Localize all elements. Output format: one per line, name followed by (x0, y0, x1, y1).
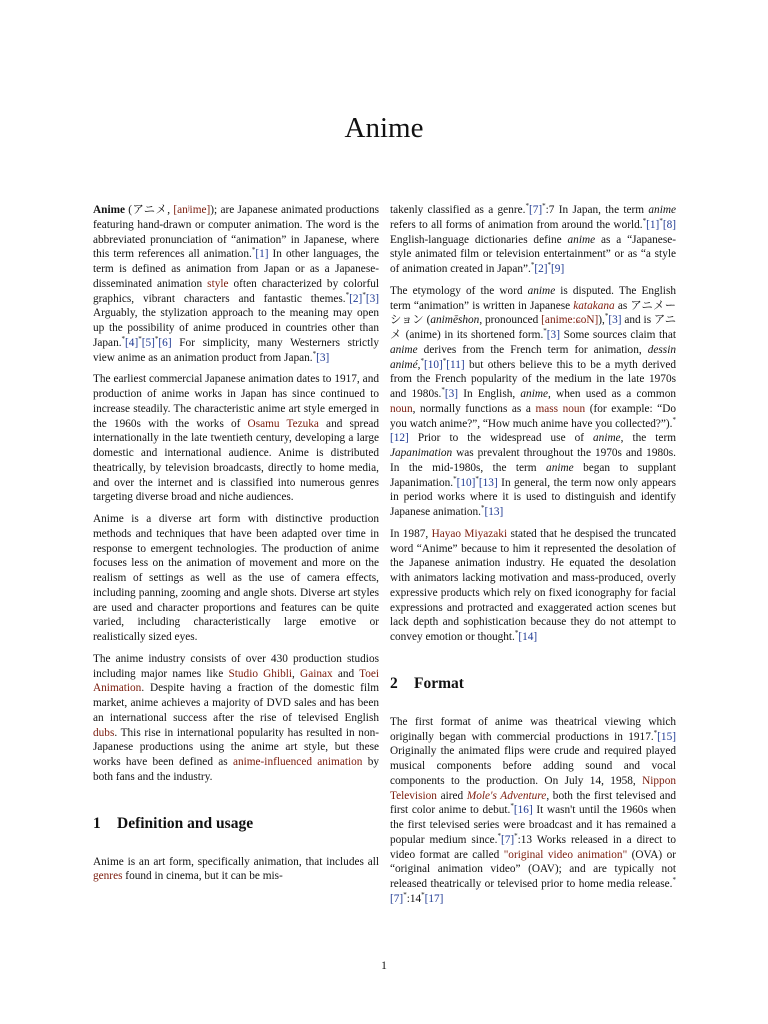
citation-marker: * (514, 629, 519, 638)
text-run: as a “Japanese-style animated film or television entertainment” or as “a style of animation created in Japan”. (390, 233, 676, 275)
citation-link[interactable]: [3] (365, 292, 379, 305)
citation-marker: * (420, 356, 424, 365)
text-run: found in cinema, but it can be mis- (122, 870, 283, 883)
text-run: Prior to the widespread use of (408, 432, 594, 445)
citation-marker: * (530, 261, 535, 270)
citation-marker: * (542, 202, 546, 211)
paragraph (93, 372, 379, 505)
citation-link[interactable]: [2] (534, 263, 548, 275)
text-run: ), (598, 314, 605, 327)
text-run: , (292, 667, 301, 680)
citation-marker: * (312, 349, 317, 358)
citation-link[interactable]: [7] (390, 892, 404, 905)
text-run: stated that he despised the truncated word “Anime” because to him it represented the desolation of the Japanese animation industry. He equated the desolation with animators lacking motivation and mass-produced, overly expressive products which rely on fixed iconography for facial expressions and protracted and exaggerated action scenes but lack depth and sophistication because they do not attempt to convey emotion or thought. (390, 527, 676, 643)
page-title: Anime (344, 112, 424, 144)
text-run: began to supplant Japanimation. (390, 461, 676, 489)
paragraph (93, 512, 379, 645)
paragraph (390, 527, 676, 645)
text-run: . Despite having a fraction of the domestic film market, anime achieves a majority of DVD sales and has been an international success after the rise of televised English (93, 682, 379, 724)
text-run: In other languages, the term is defined as animation from Japan or as a Japanese-disseminated animation (93, 248, 380, 290)
italic-term: anime (567, 233, 596, 246)
text-run: Anime is an art form, specifically animation, that includes all (93, 855, 379, 868)
text-run: (for example: “Do you watch anime?”, “How much anime have you collected?”). (390, 402, 677, 430)
paragraph (390, 203, 676, 277)
text-run: , pronounced (479, 314, 542, 327)
wiki-link[interactable]: anime-influenced animation (232, 756, 363, 768)
text-run: , when used as a common (548, 388, 676, 400)
text-run: and is アニメ (anime) in its shortened form. (390, 314, 676, 341)
text-run: , both the first televised and first color anime to debut. (390, 789, 676, 817)
text-run: . This rise in international popularity has resulted in non-Japanese productions using the anime art style, but these works have been defined as (93, 726, 379, 768)
bold-term: Anime (93, 204, 126, 216)
paragraph (390, 715, 676, 907)
italic-term: anime (593, 432, 621, 445)
text-run: The earliest commercial Japanese animation dates to 1917, and production of anime works in Japan has since continued to increase steadily. The characteristic anime art style emerged in the 1960s with the works of (93, 373, 379, 430)
italic-term: Japanimation (390, 447, 453, 459)
text-run: , the term (620, 432, 676, 445)
italic-term: anime (648, 204, 676, 216)
citation-marker: * (497, 831, 501, 840)
wiki-link[interactable]: [anʲime] (173, 204, 211, 216)
right-column (390, 203, 676, 914)
wiki-link[interactable]: dubs (93, 726, 115, 739)
text-run: takenly classified as a genre. (390, 204, 526, 216)
wiki-link[interactable]: Studio Ghibli (228, 667, 293, 680)
text-run: and spread internationally in the late twentieth century, developing a large domestic and international audience. Anime is distributed theatrically, by television broadcasts, directly to home media, and over the internet and is classified into numerous genres targeting diverse broad and niche audiences. (93, 417, 379, 504)
citation-marker: * (154, 334, 159, 343)
citation-marker: * (403, 890, 407, 899)
citation-link[interactable]: [10] (423, 358, 443, 371)
text-run: :13 Works released in a direct to video format are called (390, 833, 677, 861)
text-run: Some sources claim that (559, 329, 676, 341)
text-run: , (417, 358, 421, 371)
wiki-link[interactable]: "original video animation" (503, 848, 628, 861)
wiki-link[interactable]: noun (390, 402, 413, 415)
wiki-link[interactable]: [anime:ɕoN] (541, 314, 599, 327)
text-run: , normally functions as a (412, 402, 536, 415)
section-title: Definition and usage (117, 814, 254, 832)
section-number: 1 (93, 814, 101, 832)
citation-marker: * (514, 831, 518, 840)
text-run: The first format of anime was theatrical viewing which originally began with commercial productions in 1917. (390, 715, 676, 743)
citation-marker: * (653, 728, 658, 737)
citation-marker: * (251, 246, 256, 255)
citation-marker: * (475, 474, 479, 483)
text-run: In general, the term now only appears in period works where it is used to distinguish and identify Japanese animation. (390, 476, 676, 518)
citation-marker: * (604, 312, 609, 321)
paragraph (93, 855, 379, 885)
citation-link[interactable]: [7] (500, 833, 515, 846)
citation-marker: * (659, 216, 663, 225)
section-heading (93, 815, 379, 833)
text-run: In English, (458, 388, 521, 400)
section-number: 2 (390, 674, 398, 692)
citation-marker: * (547, 261, 552, 270)
italic-term: anime (527, 284, 556, 297)
citation-marker: * (442, 356, 447, 365)
italic-term: animēshon (430, 314, 480, 327)
citation-marker: * (642, 216, 647, 225)
wiki-link[interactable]: style (207, 277, 229, 290)
citation-link[interactable]: [7] (528, 204, 543, 216)
citation-marker: * (672, 876, 676, 885)
citation-marker: * (441, 386, 445, 395)
wiki-link[interactable]: mass noun (535, 402, 586, 415)
paragraph (93, 652, 379, 785)
citation-link[interactable]: [8] (662, 218, 676, 231)
text-run: and (332, 667, 360, 680)
citation-link[interactable]: [3] (444, 388, 459, 400)
citation-marker: * (453, 474, 457, 483)
text-run: was prevalent throughout the 1970s and 1980s. In the mid-1980s, the term (390, 447, 676, 474)
text-run: but others believe this to be a myth derived from the French popularity of the medium in the late 1970s and 1980s. (390, 358, 676, 400)
italic-term: anime (390, 343, 418, 356)
citation-link[interactable]: [9] (551, 263, 565, 275)
text-run: as アニメーション ( (390, 299, 676, 327)
text-run: is disputed. The English term “animation” is written in Japanese (390, 284, 676, 312)
paragraph (390, 284, 676, 520)
citation-link[interactable]: [15] (657, 730, 676, 743)
paragraph (93, 203, 379, 365)
text-run: :14 (406, 892, 422, 905)
wiki-link[interactable]: Toei Animation (93, 667, 380, 695)
wiki-link[interactable]: Osamu Tezuka (247, 417, 319, 430)
citation-marker: * (543, 327, 547, 336)
text-run: :7 In Japan, the term (545, 204, 649, 216)
left-column (93, 203, 379, 891)
citation-link[interactable]: [4] (125, 336, 139, 349)
text-run: Anime is a diverse art form with distinctive production methods and techniques that have been adapted over time in response to emergent technologies. The production of anime focuses less on the animation of movement and more on the realism of settings as well as the use of camera effects, including panning, zooming and angle shots. Diverse art styles are used and character proportions and features can be quite varied, including characteristically large emotive or realistically sized eyes. (93, 513, 379, 643)
citation-marker: * (421, 890, 425, 899)
section-heading (390, 675, 676, 693)
citation-marker: * (121, 334, 126, 343)
citation-marker: * (362, 290, 366, 299)
wiki-link[interactable]: Hayao Miyazaki (431, 527, 508, 540)
italic-term: anime (520, 388, 549, 400)
text-run: The anime industry consists of over 430 production studios including major names like (93, 652, 379, 680)
wiki-link[interactable]: Mole's Adventure (466, 789, 547, 802)
text-run: The etymology of the word (390, 284, 528, 297)
citation-link[interactable]: [13] (484, 506, 504, 518)
citation-link[interactable]: [3] (316, 351, 330, 364)
text-run: For simplicity, many Westerners strictly view anime as an animation product from Japan. (93, 336, 379, 364)
citation-link[interactable]: [17] (424, 892, 444, 905)
citation-marker: * (510, 802, 514, 811)
citation-marker: * (480, 504, 485, 513)
text-run: derives from the French term for animation, (417, 343, 648, 356)
text-run: In 1987, (390, 527, 432, 540)
citation-link[interactable]: [6] (158, 336, 172, 349)
citation-link[interactable]: [12] (390, 432, 409, 445)
text-run: It wasn't until the 1960s when the first televised series were broadcast and it has remained a popular medium since. (390, 804, 676, 846)
citation-link[interactable]: [2] (349, 292, 363, 305)
wiki-link[interactable]: Nippon Television (390, 774, 676, 802)
text-run: often characterized by colorful graphics, vibrant characters and fantastic themes. (93, 277, 379, 305)
citation-link[interactable]: [3] (546, 329, 560, 341)
page-number: 1 (381, 960, 387, 972)
citation-marker: * (672, 415, 676, 424)
wiki-link[interactable]: genres (93, 870, 123, 883)
text-run: refers to all forms of animation from around the world. (390, 218, 643, 231)
text-run: (OVA) or “original animation video” (OAV); and are typically not released theatrically or televised prior to home media release. (390, 848, 676, 890)
citation-link[interactable]: [1] (646, 218, 660, 231)
citation-marker: * (138, 334, 142, 343)
citation-link[interactable]: [1] (255, 248, 269, 261)
citation-link[interactable]: [14] (518, 631, 538, 643)
citation-link[interactable]: [3] (608, 314, 622, 327)
italic-term: anime (546, 461, 574, 474)
text-run: by both fans and the industry. (93, 756, 380, 783)
wiki-link[interactable]: Gainax (300, 667, 333, 680)
text-run: ); are Japanese animated productions featuring hand-drawn or computer animation. The word is the abbreviated pronunciation of “animation” in Japanese, where this term references all animation. (93, 204, 379, 261)
text-run: aired (436, 789, 467, 802)
wiki-link[interactable]: katakana (573, 299, 615, 312)
citation-marker: * (525, 202, 529, 211)
citation-link[interactable]: [16] (513, 804, 533, 817)
text-run: Arguably, the stylization approach to the meaning may open up the possibility of anime produced in countries other than Japan. (93, 307, 379, 349)
citation-link[interactable]: [11] (446, 358, 465, 371)
citation-link[interactable]: [10] (456, 476, 476, 489)
text-run: Originally the animated flips were crude and required played musical components before adding sound and vocal components to the production. On July 14, 1958, (390, 745, 676, 787)
text-run: (アニメ, (125, 204, 174, 216)
citation-link[interactable]: [13] (478, 476, 498, 489)
text-run: English-language dictionaries define (390, 233, 568, 246)
citation-marker: * (345, 290, 350, 299)
italic-term: dessin animé (390, 343, 676, 371)
citation-link[interactable]: [5] (141, 336, 155, 349)
section-title: Format (414, 674, 464, 692)
